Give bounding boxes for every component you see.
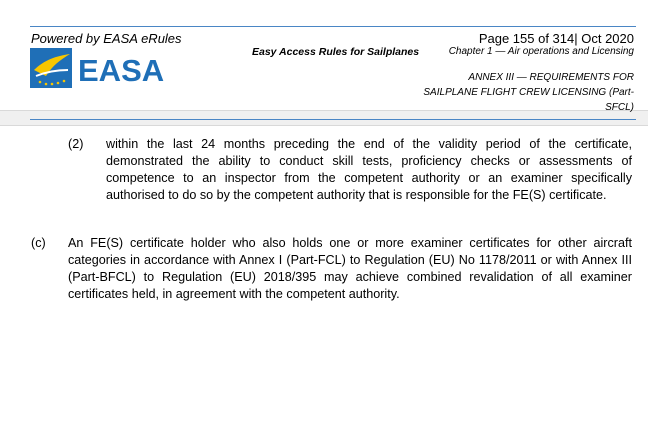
footer-powered-by: Powered by EASA eRules xyxy=(31,31,182,46)
item-c-number: (c) xyxy=(31,236,46,250)
footer-rule xyxy=(30,26,636,27)
item-c-paragraph: An FE(S) certificate holder who also holds one or more examiner certificates for other aircraft categories in accordance with Annex I (Part-FCL) to Regulation (EU) No 1178/2011 or with Annex III (Part-BFCL) to Regulation (EU) 2018/395 may achieve combined revalidation of all examiner certificates held, in agreement with the competent authority. xyxy=(68,236,632,301)
header-rule xyxy=(30,119,636,120)
annex-line-1: ANNEX III — REQUIREMENTS FOR xyxy=(468,72,634,83)
annex-line-3: SFCL) xyxy=(605,102,634,113)
chapter-title: Chapter 1 — Air operations and Licensing xyxy=(448,46,634,57)
logo-text: EASA xyxy=(78,53,165,88)
item-2-paragraph: within the last 24 months preceding the end of the validity period of the certificate, demonstrated the ability to conduct skill tests, proficiency checks or assessments of competence to an inspector from the competent authority or an examiner specifically authorised to do so by the competent authority that is responsible for the FE(S) certificate. xyxy=(106,137,632,202)
item-2-number: (2) xyxy=(68,137,84,151)
document-title: Easy Access Rules for Sailplanes xyxy=(252,46,420,58)
easa-logo xyxy=(30,46,170,90)
footer-page-number: Page 155 of 314| Oct 2020 xyxy=(478,31,634,46)
annex-line-2: SAILPLANE FLIGHT CREW LICENSING (Part- xyxy=(423,87,634,98)
annex-title xyxy=(414,70,634,115)
